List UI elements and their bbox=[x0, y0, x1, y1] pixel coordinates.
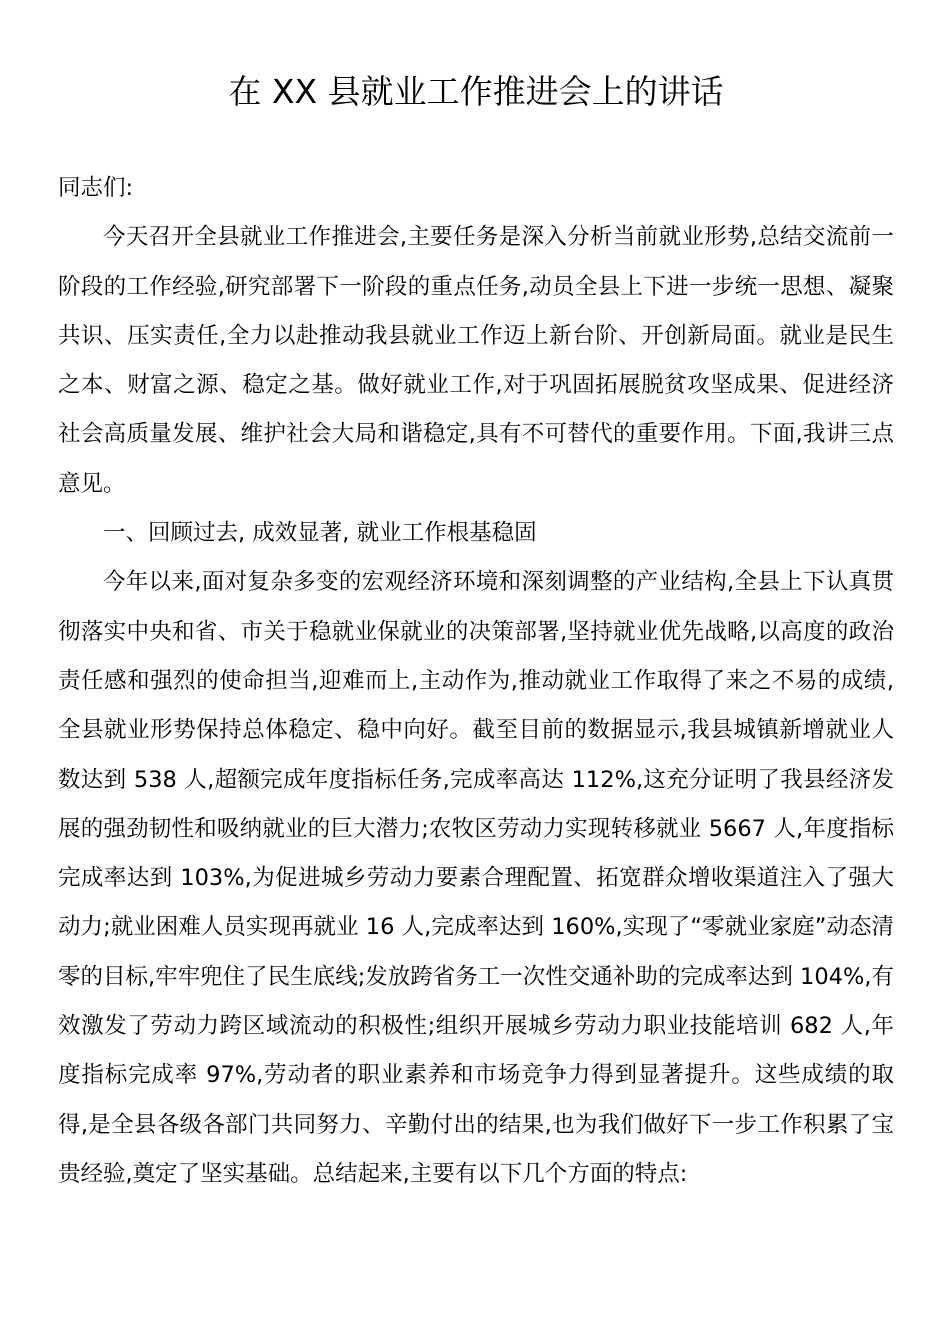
document-body bbox=[58, 164, 894, 1199]
paragraph-review: 今年以来,面对复杂多变的宏观经济环境和深刻调整的产业结构,全县上下认真贯彻落实中央和省、市关于稳就业保就业的决策部署,坚持就业优先战略,以高度的政治责任感和强烈的使命担当,迎难而上,主动作为,推动就业工作取得了来之不易的成绩,全县就业形势保持总体稳定、稳中向好。截至目前的数据显示,我县城镇新增就业人数达到 538 人,超额完成年度指标任务,完成率高达 112%,这充分证明了我县经济发展的强劲韧性和吸纳就业的巨大潜力;农牧区劳动力实现转移就业 5667 人,年度指标完成率达到 103%,为促进城乡劳动力要素合理配置、拓宽群众增收渠道注入了强大动力;就业困难人员实现再就业 16 人,完成率达到 160%,实现了“零就业家庭”动态清零的目标,牢牢兜住了民生底线;发放跨省务工一次性交通补助的完成率达到 104%,有效激发了劳动力跨区域流动的积极性;组织开展城乡劳动力职业技能培训 682 人,年度指标完成率 97%,劳动者的职业素养和市场竞争力得到显著提升。这些成绩的取得,是全县各级各部门共同努力、辛勤付出的结果,也为我们做好下一步工作积累了宝贵经验,奠定了坚实基础。总结起来,主要有以下几个方面的特点: bbox=[58, 569, 894, 1187]
document-page bbox=[58, 0, 894, 1199]
paragraph-intro: 今天召开全县就业工作推进会,主要任务是深入分析当前就业形势,总结交流前一阶段的工作经验,研究部署下一阶段的重点任务,动员全县上下进一步统一思想、凝聚共识、压实责任,全力以赴推动我县就业工作迈上新台阶、开创新局面。就业是民生之本、财富之源、稳定之基。做好就业工作,对于巩固拓展脱贫攻坚成果、促进经济社会高质量发展、维护社会大局和谐稳定,具有不可替代的重要作用。下面,我讲三点意见。 bbox=[58, 224, 894, 497]
document-title: 在 XX 县就业工作推进会上的讲话 bbox=[228, 72, 724, 111]
section-heading-1: 一、回顾过去, 成效显著, 就业工作根基稳固 bbox=[103, 520, 537, 547]
salutation: 同志们: bbox=[58, 175, 134, 201]
